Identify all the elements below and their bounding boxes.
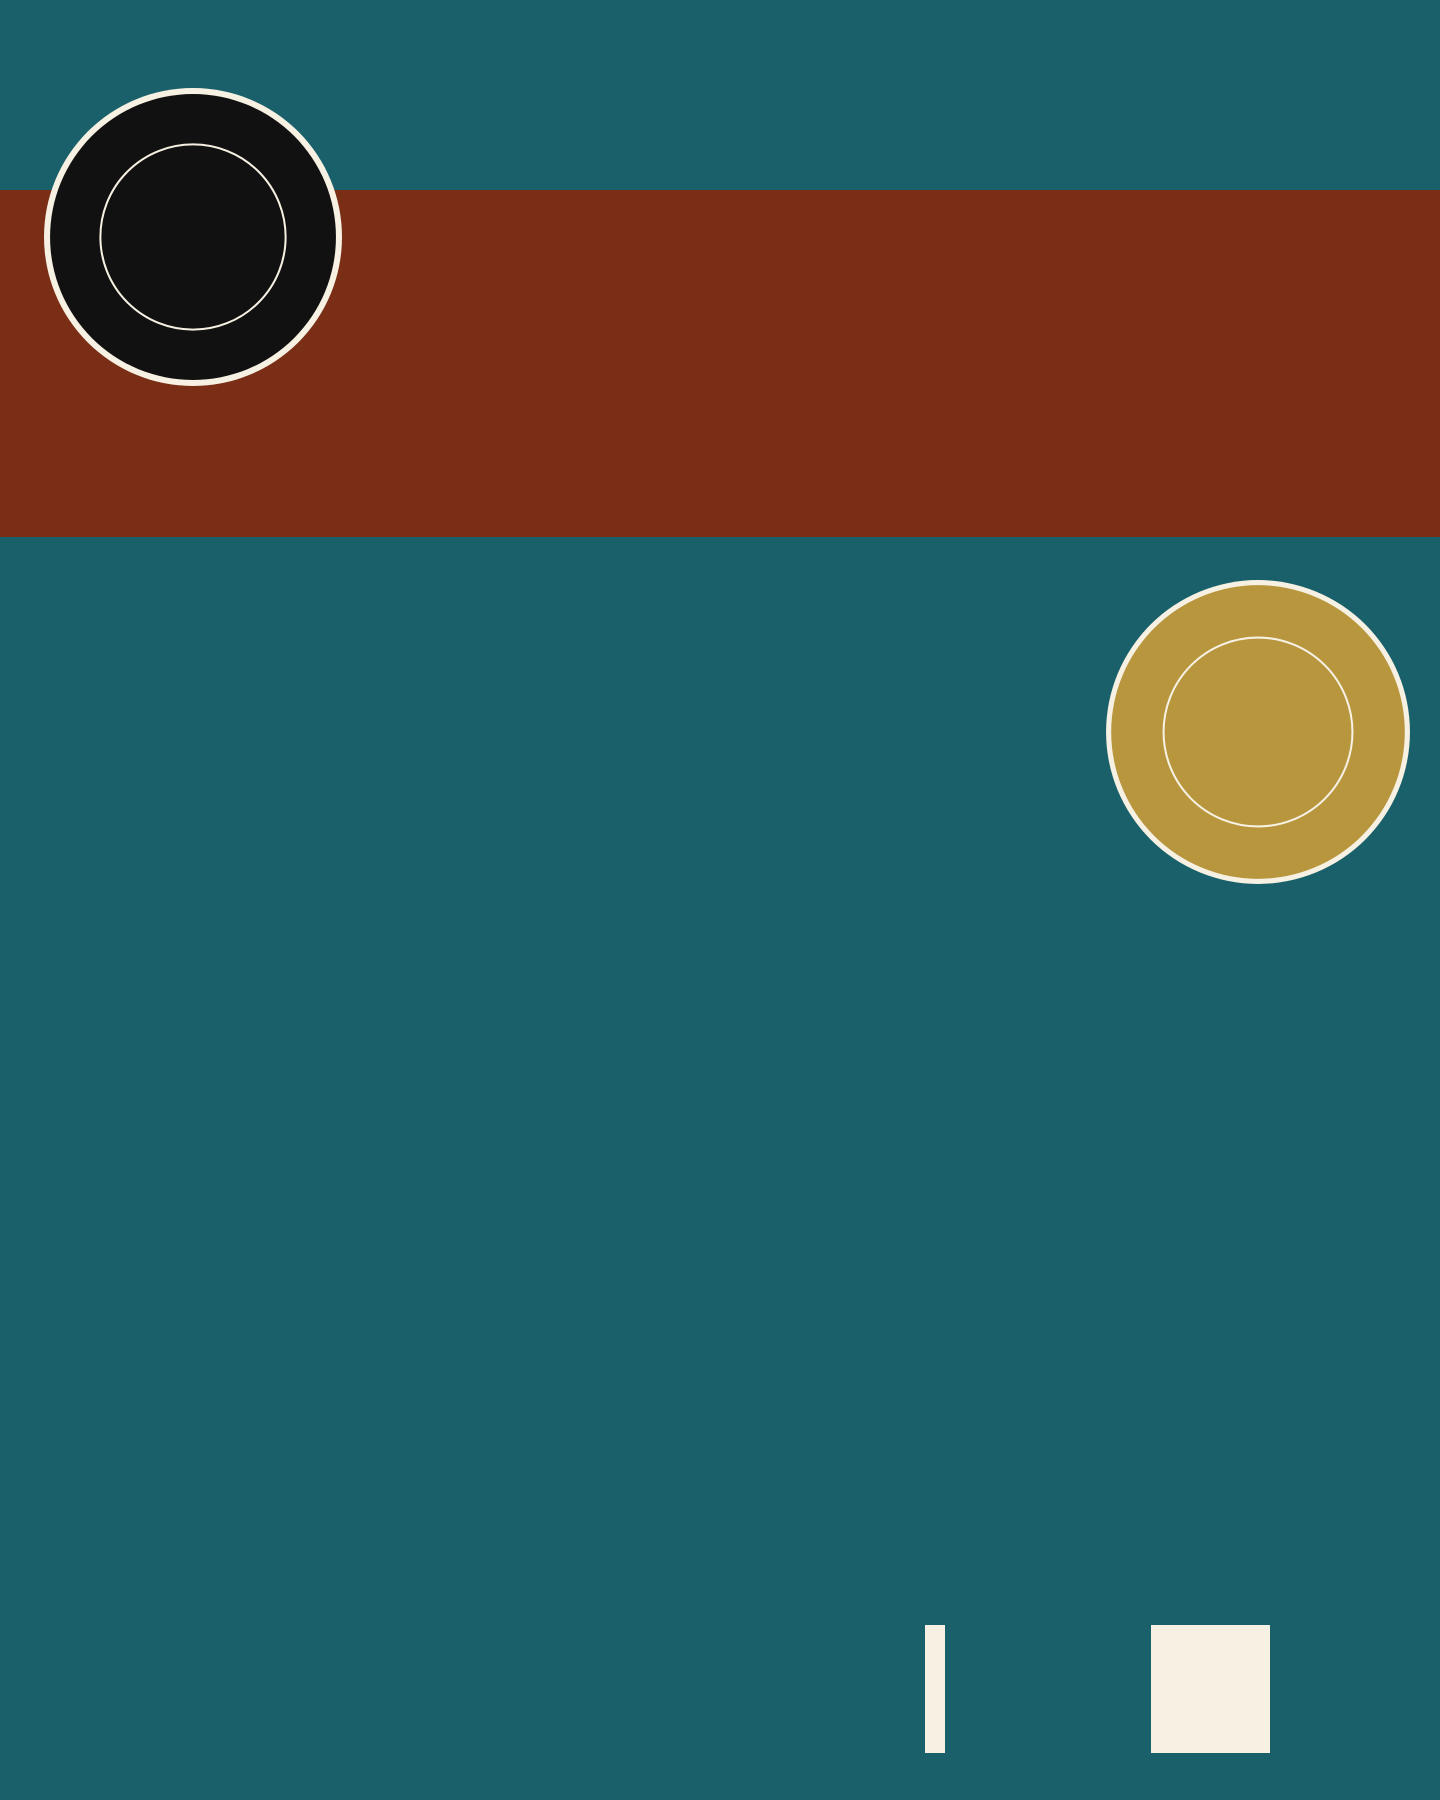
seal-fill	[50, 94, 336, 380]
gold-seal-fill	[1111, 585, 1405, 879]
arts-logo-number-box	[1151, 1625, 1270, 1753]
mass-center-for-the-book-logo	[42, 86, 344, 388]
center-for-the-arts-logo	[925, 1625, 1270, 1753]
arts-logo-vertical-strip	[925, 1625, 945, 1753]
mass-book-award-seal	[1104, 578, 1412, 886]
